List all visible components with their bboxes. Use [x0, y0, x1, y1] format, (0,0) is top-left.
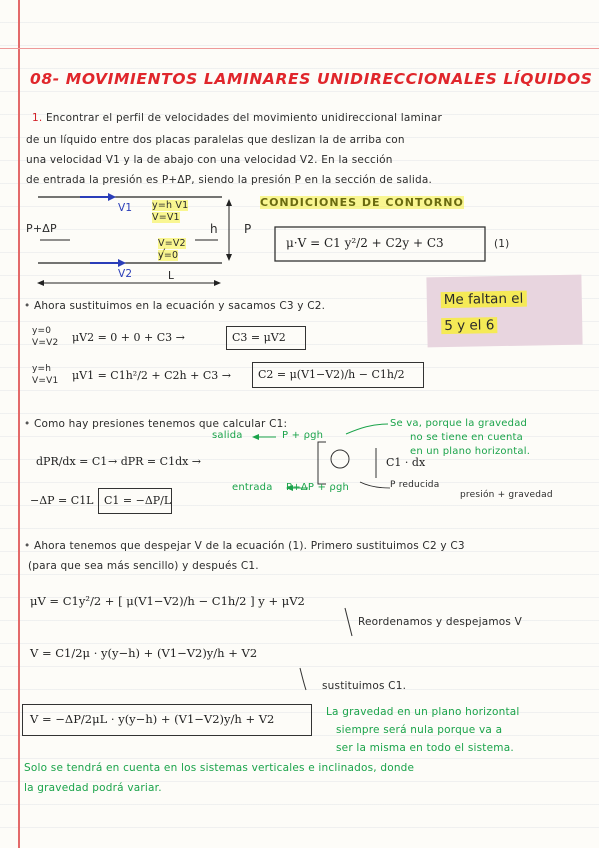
bc-top-2: V=V1 — [152, 212, 180, 223]
step3-eq2: V = C1/2μ · y(y−h) + (V1−V2)y/h + V2 — [30, 646, 258, 660]
step3-line-1-content: Ahora tenemos que despejar V de la ecuación (1). Primero sustituimos C2 y C3 — [33, 540, 465, 552]
step1-result-a: C3 = μV2 — [232, 331, 286, 344]
step1-cond-a1: y=0 — [32, 326, 52, 336]
step3-line-2: (para que sea más sencillo) y después C1. — [28, 560, 259, 572]
step2-text: • Como hay presiones tenemos que calcular C1: — [24, 418, 288, 430]
step1-cond-b2: V=V1 — [32, 376, 59, 386]
step1-eq-b: μV1 = C1h²/2 + C2h + C3 → — [72, 369, 231, 382]
conclusion-line-2: siempre será nula porque va a — [336, 724, 503, 736]
reduced-pressure-1: P reducida — [390, 480, 440, 490]
step2-eq2: → dPR = C1dx → — [108, 455, 202, 468]
step3-line-1: • Ahora tenemos que despejar V de la ecuación (1). Primero sustituimos C2 y C3 — [24, 540, 465, 552]
sticky-note — [426, 275, 582, 348]
bc-bottom-2: y=0 — [158, 250, 179, 261]
conclusion-line-1: La gravedad en un plano horizontal — [326, 706, 520, 718]
problem-line-2: de un líquido entre dos placas paralelas que deslizan la de arriba con — [26, 134, 405, 146]
problem-number: 1. — [32, 112, 43, 124]
bc-top-1: y=h V1 — [152, 200, 189, 211]
step2-c1dx: C1 · dx — [386, 456, 426, 469]
step3-eq1: μV = C1y²/2 + [ μ(V1−V2)/h − C1h/2 ] y + μV2 — [30, 594, 305, 608]
sticky-line-1: Me faltan el — [441, 291, 527, 308]
gravity-note-2: no se tiene en cuenta — [410, 432, 523, 443]
outlet-pressure-label: P — [244, 222, 252, 236]
step1-cond-b1: y=h — [32, 364, 52, 374]
conclusion-line-4: Solo se tendrá en cuenta en los sistemas verticales e inclinados, donde — [24, 762, 415, 774]
step1-text-content: Ahora sustituimos en la ecuación y sacamos C3 y C2. — [33, 300, 326, 312]
problem-line-4: de entrada la presión es P+ΔP, siendo la presión P en la sección de salida. — [26, 174, 433, 186]
step3-note-2: sustituimos C1. — [322, 680, 407, 692]
equation-number: (1) — [494, 238, 510, 250]
step3-note-1: Reordenamos y despejamos V — [358, 616, 522, 628]
step2-eq1: dPR/dx = C1 — [36, 455, 108, 468]
step1-eq-a: μV2 = 0 + 0 + C3 → — [72, 331, 185, 344]
outlet-label: salida — [212, 430, 243, 441]
step2-eq3: −ΔP = C1L — [30, 494, 94, 507]
final-velocity-profile: V = −ΔP/2μL · y(y−h) + (V1−V2)y/h + V2 — [30, 712, 275, 726]
conclusion-line-3: ser la misma en todo el sistema. — [336, 742, 514, 754]
reduced-pressure-2: presión + gravedad — [460, 490, 553, 500]
gravity-note-1: Se va, porque la gravedad — [390, 418, 528, 429]
inlet-pressure: P+ΔP + ρgh — [286, 482, 350, 493]
inlet-pressure-label: P+ΔP — [26, 222, 57, 235]
problem-text-1: Encontrar el perfil de velocidades del movimiento unidireccional laminar — [45, 112, 443, 124]
gravity-note-3: en un plano horizontal. — [410, 446, 531, 457]
height-label: h — [210, 222, 218, 236]
step1-text: • Ahora sustituimos en la ecuación y sacamos C3 y C2. — [24, 300, 326, 312]
sticky-line-2: 5 y el 6 — [441, 317, 497, 334]
problem-line-3: una velocidad V1 y la de abajo con una velocidad V2. En la sección — [26, 154, 393, 166]
inlet-label: entrada — [232, 482, 273, 493]
step1-result-b: C2 = μ(V1−V2)/h − C1h/2 — [258, 368, 405, 381]
boundary-conditions-heading: CONDICIONES DE CONTORNO — [260, 196, 464, 209]
v2-label: V2 — [118, 268, 133, 280]
step1-cond-a2: V=V2 — [32, 338, 59, 348]
bc-bottom-1: V=V2 — [158, 238, 186, 249]
c1-result: C1 = −ΔP/L — [104, 494, 172, 507]
step2-text-content: Como hay presiones tenemos que calcular C1: — [33, 418, 288, 430]
length-label: L — [168, 270, 175, 282]
general-equation: μ·V = C1 y²/2 + C2y + C3 — [286, 236, 444, 250]
v1-label: V1 — [118, 202, 133, 214]
conclusion-line-5: la gravedad podrá variar. — [24, 782, 162, 794]
outlet-pressure: P + ρgh — [282, 430, 324, 441]
page-title: 08- MOVIMIENTOS LAMINARES UNIDIRECCIONALES LÍQUIDOS — [30, 70, 593, 88]
